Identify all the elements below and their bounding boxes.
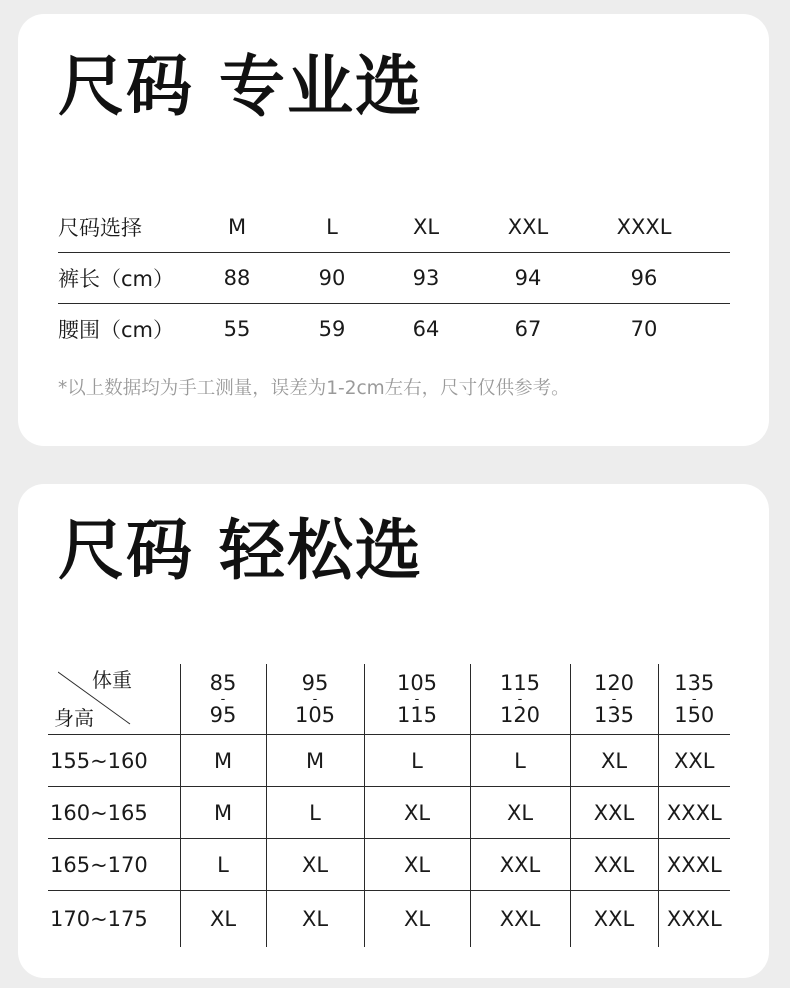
- range-sep: -: [691, 691, 697, 707]
- range-low: 135: [674, 670, 715, 695]
- range-low: 115: [499, 670, 541, 695]
- height-range: 165~170: [48, 839, 180, 891]
- range-sep: -: [220, 691, 226, 707]
- weight-range-header: [470, 664, 570, 735]
- table-cell: L: [266, 787, 364, 839]
- height-range: 155~160: [48, 735, 180, 787]
- height-label: 身高: [54, 706, 94, 730]
- table-cell: 70: [630, 317, 658, 341]
- table-cell: XXL: [570, 839, 658, 891]
- size-header: XL: [412, 215, 440, 239]
- size-header: M: [227, 215, 247, 239]
- weight-range-header: [266, 664, 364, 735]
- easy-size-card: [18, 484, 769, 978]
- table-cell: XXXL: [658, 891, 730, 948]
- table-row: [48, 735, 730, 787]
- weight-label: 体重: [92, 668, 132, 692]
- table-cell: XXL: [570, 787, 658, 839]
- table-row: [48, 839, 730, 891]
- range-high: 135: [593, 702, 635, 727]
- table-cell: XL: [364, 787, 470, 839]
- table-header-row: [48, 664, 730, 735]
- range-low: 85: [209, 670, 237, 695]
- table-cell: M: [180, 735, 266, 787]
- table-cell: XL: [180, 891, 266, 948]
- measurement-note: *以上数据均为手工测量，误差为1-2cm左右，尺寸仅供参考。: [58, 378, 570, 399]
- range-high: 115: [396, 702, 438, 727]
- weight-range-header: [570, 664, 658, 735]
- height-range: 160~165: [48, 787, 180, 839]
- table-cell: 55: [223, 317, 251, 341]
- section-title: 尺码 专业选: [58, 48, 423, 125]
- size-header: XXXL: [616, 215, 672, 239]
- size-header: L: [326, 215, 338, 239]
- range-sep: -: [312, 691, 318, 707]
- row-label: 裤长（cm）: [58, 267, 175, 291]
- table-cell: 93: [412, 266, 440, 290]
- range-high: 105: [294, 702, 336, 727]
- table-cell: 90: [318, 266, 346, 290]
- size-recommend-table: [48, 664, 730, 947]
- size-header: XXL: [507, 215, 549, 239]
- table-cell: XL: [570, 735, 658, 787]
- table-cell: L: [470, 735, 570, 787]
- range-high: 95: [209, 702, 237, 727]
- table-cell: 64: [412, 317, 440, 341]
- table-cell: 59: [318, 317, 346, 341]
- table-cell: XL: [364, 891, 470, 948]
- table-cell: L: [180, 839, 266, 891]
- table-cell: 67: [514, 317, 542, 341]
- weight-range-header: [658, 664, 730, 735]
- table-cell: 88: [223, 266, 251, 290]
- range-low: 105: [396, 670, 438, 695]
- table-cell: XXL: [470, 839, 570, 891]
- weight-range-header: [364, 664, 470, 735]
- table-cell: XXL: [570, 891, 658, 948]
- size-measure-table: [58, 202, 730, 354]
- range-sep: -: [611, 691, 617, 707]
- table-cell: XL: [470, 787, 570, 839]
- range-sep: -: [414, 691, 420, 707]
- table-cell: XL: [266, 891, 364, 948]
- table-cell: XXXL: [658, 839, 730, 891]
- table-header-row: [58, 202, 730, 252]
- table-cell: 94: [514, 266, 542, 290]
- table-cell: M: [266, 735, 364, 787]
- table-cell: 96: [630, 266, 658, 290]
- table-row: [58, 252, 730, 303]
- table-row: [48, 891, 730, 948]
- table-row: [48, 787, 730, 839]
- range-low: 95: [301, 670, 329, 695]
- table-cell: XXL: [658, 735, 730, 787]
- height-range: 170~175: [48, 891, 180, 948]
- range-high: 120: [499, 702, 541, 727]
- professional-size-card: [18, 14, 769, 446]
- corner-header: [48, 664, 180, 735]
- table-cell: XXL: [470, 891, 570, 948]
- range-sep: -: [517, 691, 523, 707]
- range-high: 150: [674, 702, 715, 727]
- table-cell: M: [180, 787, 266, 839]
- range-low: 120: [593, 670, 635, 695]
- table-cell: XL: [364, 839, 470, 891]
- header-label: 尺码选择: [58, 216, 142, 240]
- row-label: 腰围（cm）: [58, 318, 175, 342]
- table-cell: XXXL: [658, 787, 730, 839]
- weight-range-header: [180, 664, 266, 735]
- table-cell: L: [364, 735, 470, 787]
- section-title: 尺码 轻松选: [58, 512, 423, 589]
- table-row: [58, 303, 730, 354]
- table-cell: XL: [266, 839, 364, 891]
